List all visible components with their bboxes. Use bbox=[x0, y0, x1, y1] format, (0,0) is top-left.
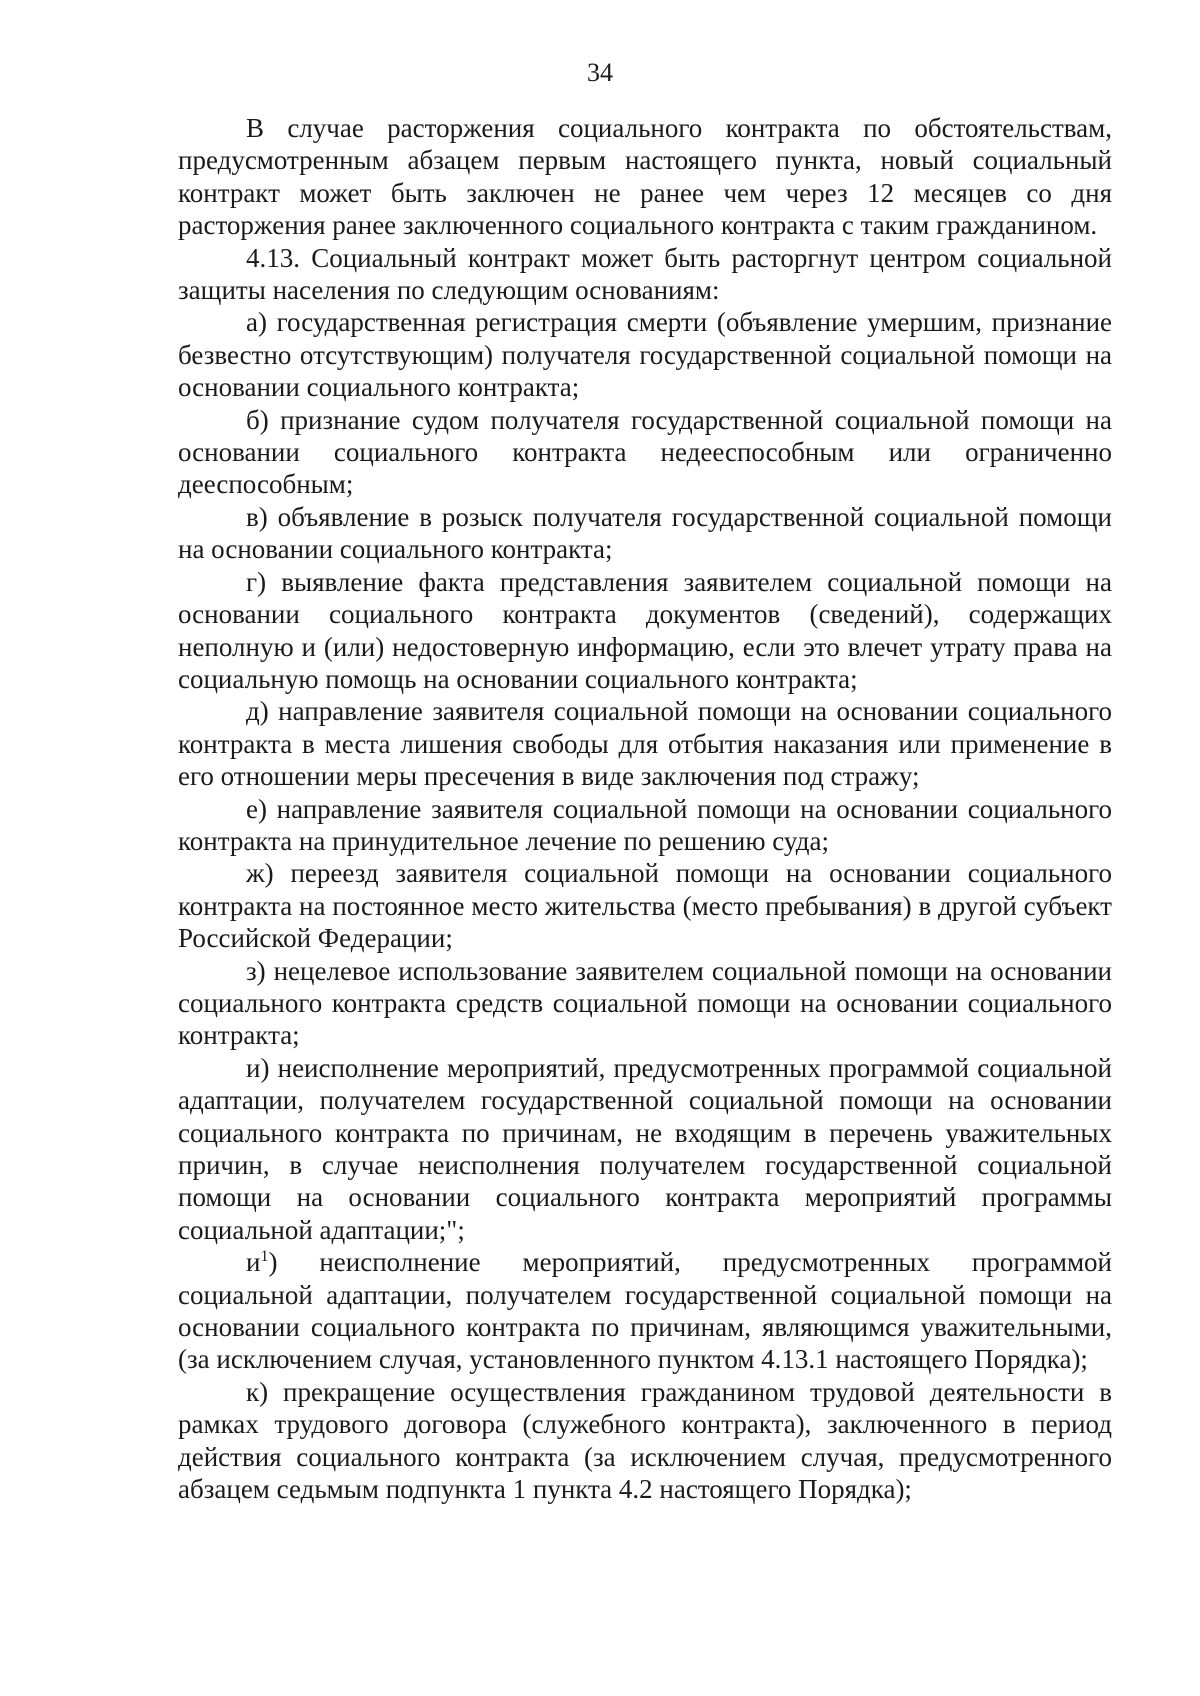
item-i1-letter: и bbox=[246, 1247, 261, 1278]
page-number: 34 bbox=[587, 58, 613, 87]
paragraph-item-e: е) направление заявителя социальной помощи на основании социального контракта на принудительное лечение по решению суда; bbox=[178, 793, 1112, 856]
item-i1-superscript: 1 bbox=[260, 1248, 269, 1266]
paragraph-item-d: д) направление заявителя социальной помощи на основании социального контракта в места лишения свободы для отбытия наказания или применение в его отношении меры пресечения в виде заключения под стражу; bbox=[178, 696, 1112, 792]
item-i1-text: ) неисполнение мероприятий, предусмотренных программой социальной адаптации, получателем государственной социальной помощи на основании социального контракта по причинам, являющимся уважительными, (за исключением случая, установленного пунктом 4.13.1 настоящего Порядка); bbox=[178, 1247, 1112, 1375]
paragraph-item-k: к) прекращение осуществления гражданином трудовой деятельности в рамках трудового договора (служебного контракта), заключенного в период действия социального контракта (за исключением случая, предусмотренного абзацем седьмым подпункта 1 пункта 4.2 настоящего Порядка); bbox=[178, 1376, 1112, 1505]
paragraph-item-z: з) нецелевое использование заявителем социальной помощи на основании социального контракта средств социальной помощи на основании социального контракта; bbox=[178, 955, 1112, 1051]
paragraph-item-i: и) неисполнение мероприятий, предусмотренных программой социальной адаптации, получателем государственной социальной помощи на основании социального контракта по причинам, не входящим в перечень уважительных причин, в случае неисполнения получателем государственной социальной помощи на основании социального контракта мероприятий программы социальной адаптации;"; bbox=[178, 1052, 1112, 1245]
paragraph-item-v: в) объявление в розыск получателя государственной социальной помощи на основании социального контракта; bbox=[178, 501, 1112, 565]
paragraph-item-zh: ж) переезд заявителя социальной помощи на основании социального контракта на постоянное место жительства (место пребывания) в другой субъект Российской Федерации; bbox=[178, 858, 1112, 954]
paragraph-item-a: а) государственная регистрация смерти (объявление умершим, признание безвестно отсутствующим) получателя государственной социальной помощи на основании социального контракта; bbox=[178, 307, 1112, 403]
paragraph-termination-consequence: В случае расторжения социального контракта по обстоятельствам, предусмотренным абзацем первым настоящего пункта, новый социальный контракт может быть заключен не ранее чем через 12 месяцев со дня расторжения ранее заключенного социального контракта с таким гражданином. bbox=[178, 113, 1112, 241]
document-body bbox=[178, 112, 1112, 1505]
paragraph-item-i1 bbox=[178, 1246, 1112, 1376]
paragraph-item-g: г) выявление факта представления заявителем социальной помощи на основании социального контракта документов (сведений), содержащих неполную и (или) недостоверную информацию, если это влечет утрату права на социальную помощь на основании социального контракта; bbox=[178, 566, 1112, 694]
paragraph-4-13: 4.13. Социальный контракт может быть расторгнут центром социальной защиты населения по следующим основаниям: bbox=[178, 242, 1112, 306]
paragraph-item-b: б) признание судом получателя государственной социальной помощи на основании социального контракта недееспособным или ограниченно дееспособным; bbox=[178, 404, 1112, 500]
